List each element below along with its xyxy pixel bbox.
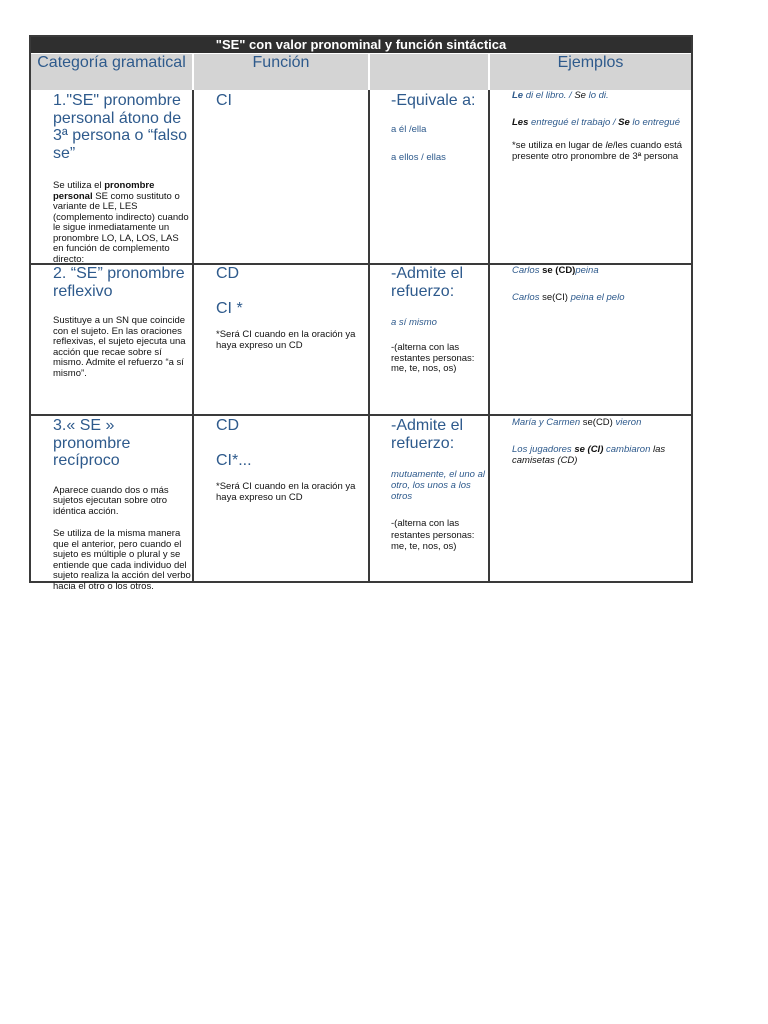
row2-equiv-1: a sí mismo	[391, 317, 437, 328]
se-pronominal-table	[29, 35, 693, 592]
row2-function-1: CD	[216, 265, 240, 282]
header-funcion: Función	[194, 54, 370, 90]
row3-function-2: CI*...	[216, 451, 252, 469]
row2-example-2: Carlos se(CI) peina el pelo	[512, 292, 625, 303]
row1-examples	[512, 90, 692, 162]
header-blank	[370, 54, 490, 90]
row1-example-2: Les entregué el trabajo / Se lo entregué	[512, 117, 680, 128]
row3-category	[53, 417, 193, 592]
row2-function	[216, 265, 364, 351]
row1-function-main: CI	[216, 92, 232, 109]
table-title: "SE" con valor pronominal y función sintáctica	[31, 37, 691, 53]
row3-examples	[512, 417, 692, 466]
row2-equivalence	[391, 265, 486, 375]
row3-category-desc-1: Aparece cuando dos o más sujetos ejecutan sobre otro idéntica acción.	[53, 484, 169, 517]
row3-category-desc-2: Se utiliza de la misma manera que el anterior, pero cuando el sujeto es múltiple o plural y se entiende que cada individuo del sujeto realiza la acción del verbo hacia el otro o los otros.	[53, 528, 191, 592]
row2-function-2: CI *	[216, 299, 243, 317]
row-divider	[31, 414, 691, 416]
row2-function-note: *Será CI cuando en la oración ya haya expreso un CD	[216, 329, 356, 351]
row1-equivalence	[391, 92, 486, 163]
row1-equiv-1: a él /ella	[391, 123, 427, 135]
row1-category-title: 1."SE" pronombre personal átono de 3ª persona o “falso se”	[53, 92, 187, 162]
row3-example-2: Los jugadores se (CI) cambiaron las camisetas (CD)	[512, 444, 666, 466]
row2-category-title: 2. “SE” pronombre reflexivo	[53, 265, 185, 300]
row2-example-1: Carlos se (CD)peina	[512, 265, 599, 276]
row1-equiv-title: -Equivale a:	[391, 92, 476, 109]
row3-equivalence	[391, 417, 486, 553]
row2-examples	[512, 265, 692, 303]
row3-function	[216, 417, 364, 503]
row2-equiv-2: -(alterna con las restantes personas: me, te, nos, os)	[391, 342, 475, 374]
row3-equiv-title: -Admite el refuerzo:	[391, 417, 464, 452]
column-divider	[368, 90, 370, 581]
row3-function-1: CD	[216, 417, 240, 434]
row1-example-note: *se utiliza en lugar de le/les cuando está presente otro pronombre de 3ª persona	[512, 140, 683, 162]
row1-function	[216, 92, 364, 110]
row2-category	[53, 265, 191, 379]
column-divider	[488, 90, 490, 581]
row3-equiv-1: mutuamente, el uno al otro, los unos a los otros	[391, 469, 486, 502]
header-categoria: Categoría gramatical	[31, 54, 194, 90]
row3-category-title: 3.« SE » pronombre recíproco	[53, 417, 131, 469]
row1-equiv-2: a ellos / ellas	[391, 151, 446, 163]
row3-example-1: María y Carmen se(CD) vieron	[512, 417, 642, 428]
row2-equiv-title: -Admite el refuerzo:	[391, 265, 464, 300]
header-ejemplos: Ejemplos	[490, 54, 691, 90]
row2-category-desc: Sustituye a un SN que coincide con el sujeto. En las oraciones reflexivas, el sujeto ejecuta una acción que recae sobre sí mismo. Admite el refuerzo “a sí mismo”.	[53, 315, 186, 379]
row3-function-note: *Será CI cuando en la oración ya haya expreso un CD	[216, 481, 356, 503]
row1-example-1: Le di el libro. / Se lo di.	[512, 90, 609, 101]
row3-equiv-2: -(alterna con las restantes personas: me, te, nos, os)	[391, 518, 475, 552]
row1-category-desc: Se utiliza el pronombre personal SE como sustituto o variante de LE, LES (complemento indirecto) cuando le sigue inmediatamente un pronombre LO, LA, LOS, LAS en función de complemento directo:	[53, 180, 189, 265]
row1-category	[53, 92, 191, 265]
